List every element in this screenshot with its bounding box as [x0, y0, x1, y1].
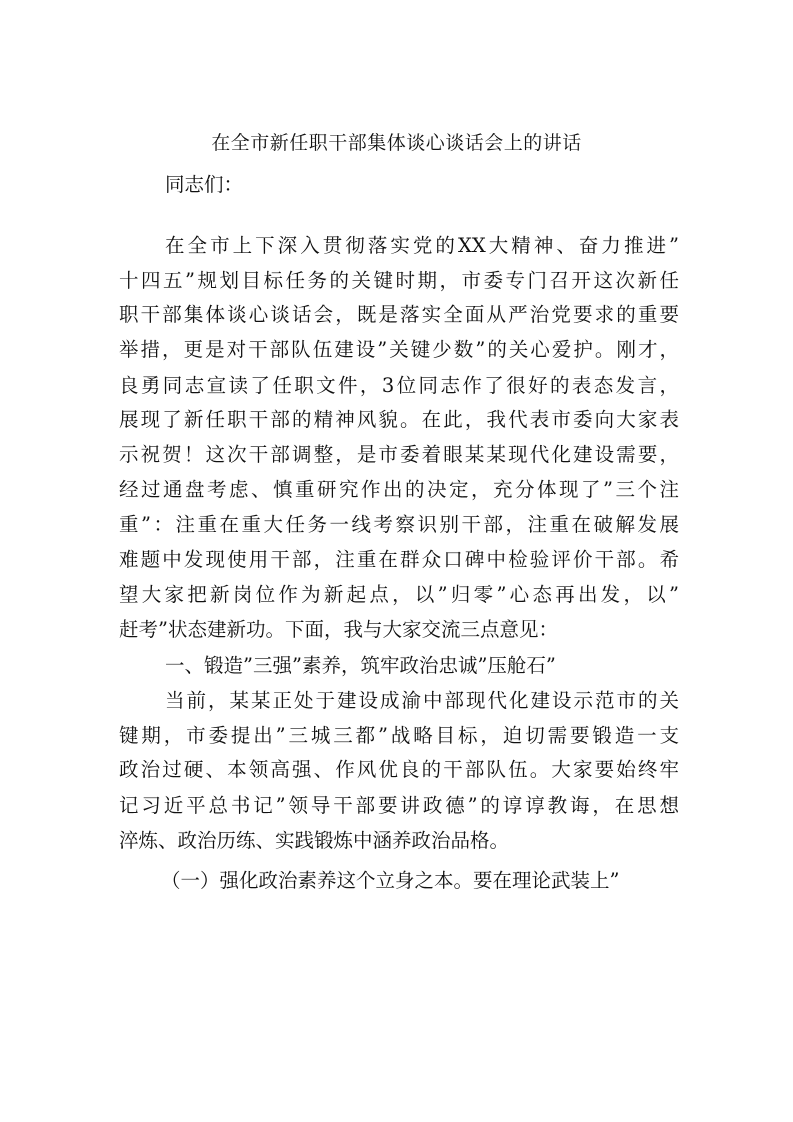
paragraph-line: 淬炼、政治历练、实践锻炼中涵养政治品格。 [119, 829, 510, 852]
paragraph-line: 经过通盘考虑、慎重研究作出的决定，充分体现了”三个注 [119, 478, 679, 501]
paragraph-line: 政治过硬、本领高强、作风优良的干部队伍。大家要始终牢 [119, 758, 679, 781]
document-title: 在全市新任职干部集体谈心谈话会上的讲话 [211, 132, 582, 154]
paragraph-line: 良勇同志宣读了任职文件，3位同志作了很好的表态发言， [119, 374, 679, 397]
paragraph-line: 键期，市委提出”三城三都”战略目标，迫切需要锻造一支 [119, 724, 679, 747]
paragraph-line: 赶考”状态建新功。下面，我与大家交流三点意见： [119, 618, 558, 641]
paragraph-line: 难题中发现使用干部，注重在群众口碑中检验评价干部。希 [119, 548, 679, 571]
paragraph-line: 示祝贺！这次干部调整，是市委着眼某某现代化建设需要， [119, 443, 679, 466]
paragraph-line: 十四五”规划目标任务的关键时期，市委专门召开这次新任 [119, 269, 679, 292]
paragraph-line: 在全市上下深入贯彻落实党的XX大精神、奋力推进” [165, 234, 679, 257]
paragraph-line: 举措，更是对干部队伍建设”关键少数”的关心爱护。刚才， [119, 338, 679, 361]
paragraph-line: 展现了新任职干部的精神风貌。在此，我代表市委向大家表 [119, 408, 679, 431]
subsection-heading: （一）强化政治素养这个立身之本。要在理论武装上” [161, 869, 620, 892]
paragraph-line: 望大家把新岗位作为新起点，以”归零”心态再出发，以” [119, 583, 679, 606]
paragraph-line: 职干部集体谈心谈话会，既是落实全面从严治党要求的重要 [119, 303, 679, 326]
salutation: 同志们： [165, 173, 244, 196]
paragraph-line: 重”：注重在重大任务一线考察识别干部，注重在破解发展 [119, 513, 679, 536]
paragraph-line: 记习近平总书记”领导干部要讲政德”的谆谆教诲，在思想 [119, 794, 679, 817]
paragraph-line: 当前，某某正处于建设成渝中部现代化建设示范市的关 [165, 689, 679, 712]
section-heading: 一、锻造”三强”素养，筑牢政治忠诚”压舱石” [165, 654, 556, 677]
